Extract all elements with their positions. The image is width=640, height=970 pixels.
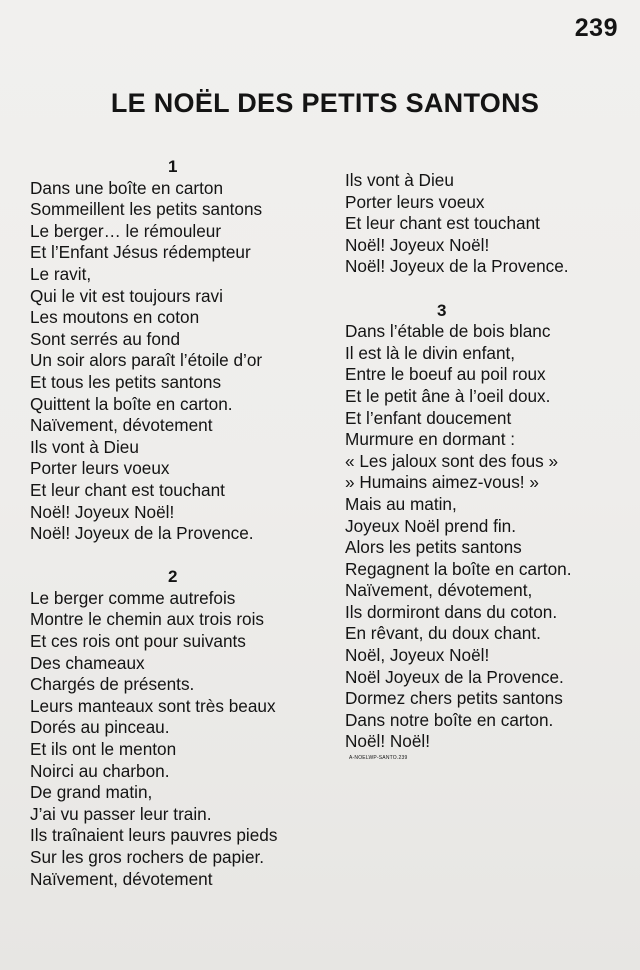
- lyric-line: » Humains aimez-vous! »: [345, 472, 539, 493]
- lyric-line: Les moutons en coton: [30, 307, 200, 328]
- verse-2-continuation: [345, 170, 635, 278]
- lyric-line: J’ai vu passer leur train.: [30, 803, 212, 824]
- lyric-line: Dans une boîte en carton: [30, 177, 224, 198]
- lyric-line: Le ravit,: [30, 263, 92, 284]
- lyric-line: Chargés de présents.: [30, 674, 195, 695]
- lyric-line: Noël, Joyeux Noël!: [345, 645, 490, 666]
- lyric-line: Noirci au charbon.: [30, 760, 170, 781]
- lyric-line: Noël! Joyeux Noël!: [345, 234, 490, 255]
- page-number: 239: [574, 14, 618, 42]
- lyric-line: Quittent la boîte en carton.: [30, 393, 233, 414]
- lyric-line: Naïvement, dévotement: [30, 868, 213, 889]
- lyric-line: « Les jaloux sont des fous »: [345, 450, 559, 471]
- verse-spacer: [345, 278, 635, 300]
- verse-lines: [30, 588, 330, 890]
- lyric-line: Ils traînaient leurs pauvres pieds: [30, 825, 278, 846]
- lyric-line: Dormez chers petits santons: [345, 688, 563, 709]
- lyric-line: Dans l’étable de bois blanc: [345, 321, 551, 342]
- lyric-line: Murmure en dormant :: [345, 429, 516, 450]
- lyric-line: De grand matin,: [30, 782, 153, 803]
- lyric-line: Ils vont à Dieu: [345, 170, 454, 190]
- lyric-line: Regagnent la boîte en carton.: [345, 558, 572, 579]
- lyric-line: Sont serrés au fond: [30, 328, 181, 349]
- verse-2: [30, 566, 330, 890]
- lyric-line: Noël! Joyeux de la Provence.: [345, 256, 569, 277]
- verse-number: 3: [437, 300, 447, 320]
- lyric-line: Montre le chemin aux trois rois: [30, 609, 265, 630]
- verse-1: [30, 156, 330, 545]
- verse-spacer: [30, 545, 330, 567]
- lyric-line: Naïvement, dévotement,: [345, 580, 533, 601]
- verse-number: 2: [168, 567, 178, 587]
- lyric-line: Le berger comme autrefois: [30, 587, 236, 608]
- lyric-line: Porter leurs voeux: [345, 191, 485, 212]
- verse-number: 1: [168, 157, 178, 176]
- verse-3: [345, 300, 635, 753]
- lyric-line: Et leur chant est touchant: [30, 479, 225, 500]
- file-reference: A-NOELWP-SANTO.239: [349, 755, 408, 762]
- lyric-line: Et l’enfant doucement: [345, 407, 512, 428]
- lyric-line: Noël! Joyeux de la Provence.: [30, 523, 254, 544]
- lyric-line: Et ces rois ont pour suivants: [30, 631, 246, 652]
- lyric-line: Il est là le divin enfant,: [345, 342, 516, 363]
- verse-lines: [30, 178, 330, 545]
- lyric-line: Et leur chant est touchant: [345, 213, 540, 234]
- lyric-line: Noël Joyeux de la Provence.: [345, 666, 564, 687]
- lyric-line: Sur les gros rochers de papier.: [30, 847, 265, 867]
- lyric-line: En rêvant, du doux chant.: [345, 623, 541, 644]
- lyric-line: Alors les petits santons: [345, 537, 522, 558]
- lyric-line: Mais au matin,: [345, 493, 457, 514]
- lyric-line: Le berger… le rémouleur: [30, 220, 222, 241]
- lyric-line: Leurs manteaux sont très beaux: [30, 695, 276, 716]
- lyric-line: Dans notre boîte en carton.: [345, 709, 554, 730]
- right-column: [345, 170, 635, 761]
- lyric-line: Joyeux Noël prend fin.: [345, 515, 517, 536]
- lyric-line: Et ils ont le menton: [30, 739, 177, 760]
- lyric-line: Dorés au pinceau.: [30, 717, 170, 738]
- lyric-line: Des chameaux: [30, 652, 145, 673]
- song-title: LE NOËL DES PETITS SANTONS: [110, 88, 540, 118]
- left-column: [30, 156, 330, 890]
- lyric-line: Ils vont à Dieu: [30, 436, 139, 457]
- lyric-line: Noël! Noël!: [345, 731, 431, 752]
- lyric-line: Et l’Enfant Jésus rédempteur: [30, 242, 251, 263]
- lyric-line: Et tous les petits santons: [30, 371, 222, 392]
- lyric-line: Entre le boeuf au poil roux: [345, 364, 546, 385]
- lyric-line: Porter leurs voeux: [30, 458, 170, 479]
- lyric-line: Et le petit âne à l’oeil doux.: [345, 385, 551, 406]
- lyric-line: Sommeillent les petits santons: [30, 199, 263, 220]
- lyric-line: Un soir alors paraît l’étoile d’or: [30, 350, 263, 371]
- verse-lines: [345, 170, 635, 278]
- lyric-line: Ils dormiront dans du coton.: [345, 601, 558, 622]
- verse-lines: [345, 321, 635, 753]
- lyric-line: Qui le vit est toujours ravi: [30, 285, 223, 306]
- lyric-line: Noël! Joyeux Noël!: [30, 501, 175, 522]
- lyric-line: Naïvement, dévotement: [30, 415, 213, 436]
